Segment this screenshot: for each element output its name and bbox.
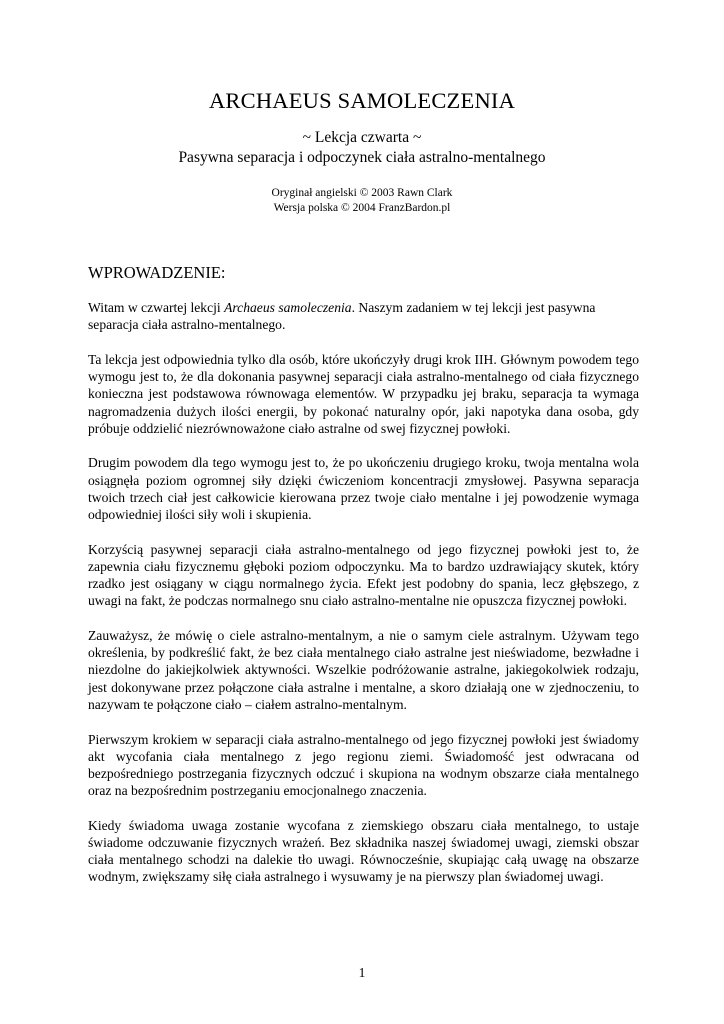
paragraph: Korzyścią pasywnej separacji ciała astralno-mentalnego od jego fizycznej powłoki jest to, że zapewnia ciału fizycznemu głęboki poziom odpoczynku. Ma to bardzo uzdrawiający skutek, który rzadko jest osiągany w ciągu normalnego życia. Efekt jest podobny do spania, lecz głębszego, z uwagi na fakt, że podczas normalnego snu ciało astralno-mentalne nie opuszcza fizycznej powłoki. — [88, 541, 639, 609]
original-credit: Oryginał angielski © 2003 Rawn Clark — [271, 187, 453, 199]
section-heading: WPROWADZENIE: — [88, 263, 226, 282]
lesson-topic: Pasywna separacja i odpoczynek ciała astralno-mentalnego — [178, 149, 546, 166]
document-body — [88, 299, 639, 903]
intro-text-before: Witam w czwartej lekcji — [88, 300, 225, 315]
paragraph: Ta lekcja jest odpowiednia tylko dla osób, które ukończyły drugi krok IIH. Głównym powodem tego wymogu jest to, że dla dokonania pasywnej separacji ciała astralno-mentalnego od ciała fizycznego konieczna jest podstawowa równowaga elementów. W przypadku jej braku, separacja ta wymaga nagromadzenia dużych ilości energii, by pokonać naturalny opór, jaki napotyka dana osoba, gdy próbuje oddzielić niezrównoważone ciało astralne od swej fizycznej powłoki. — [88, 351, 639, 436]
page-number: 1 — [358, 965, 366, 980]
paragraph: Drugim powodem dla tego wymogu jest to, że po ukończeniu drugiego kroku, twoja mentalna wola osiągnęła poziom ogromnej siły dzięki ćwiczeniom koncentracji zmysłowej. Pasywna separacja twoich trzech ciał jest całkowicie kierowana przez twoje ciało mentalne i jej powodzenie wymaga odpowiedniej ilości siły woli i skupienia. — [88, 455, 639, 523]
paragraph: Zauważysz, że mówię o ciele astralno-mentalnym, a nie o samym ciele astralnym. Używam tego określenia, by podkreślić fakt, że bez ciała mentalnego ciało astralne jest nieświadome, bezwładne i niezdolne do jakiejkolwiek aktywności. Wszelkie podróżowanie astralne, jakiegokolwiek rodzaju, jest dokonywane przez połączone ciała astralne i mentalne, a skoro działają one w zjednoczeniu, to nazywam te połączone ciało – ciałem astralno-mentalnym. — [88, 628, 639, 712]
paragraph: Pierwszym krokiem w separacji ciała astralno-mentalnego od jego fizycznej powłoki jest świadomy akt wycofania ciała mentalnego z jego regionu ziemi. Świadomość jest odwracana od bezpośredniego postrzegania fizycznych odczuć i skupiona na wodnym obszarze ciała mentalnego oraz na bezpośrednim postrzeganiu emocjonalnego znaczenia. — [88, 731, 639, 799]
intro-text-after: . Naszym zadaniem w tej lekcji jest pasywna separacja ciała astralno-mentalnego. — [88, 300, 596, 333]
translation-credit: Wersja polska © 2004 FranzBardon.pl — [273, 202, 451, 214]
intro-paragraph — [88, 299, 639, 333]
intro-italic-title: Archaeus samoleczenia — [224, 300, 352, 315]
lesson-number: ~ Lekcja czwarta ~ — [302, 129, 422, 146]
document-title: ARCHAEUS SAMOLECZENIA — [208, 88, 516, 113]
paragraph: Kiedy świadoma uwaga zostanie wycofana z ziemskiego obszaru ciała mentalnego, to ustaje świadome odczuwanie fizycznych wrażeń. Bez składnika naszej świadomej uwagi, ziemski obszar ciała mentalnego schodzi na dalekie tło uwagi. Równocześnie, skupiając całą uwagę na obszarze wodnym, zwiększamy siłę ciała astralnego i wysuwamy je na pierwszy plan świadomej uwagi. — [88, 817, 639, 885]
copyright-credits — [0, 186, 724, 216]
lesson-subtitle — [0, 128, 724, 168]
